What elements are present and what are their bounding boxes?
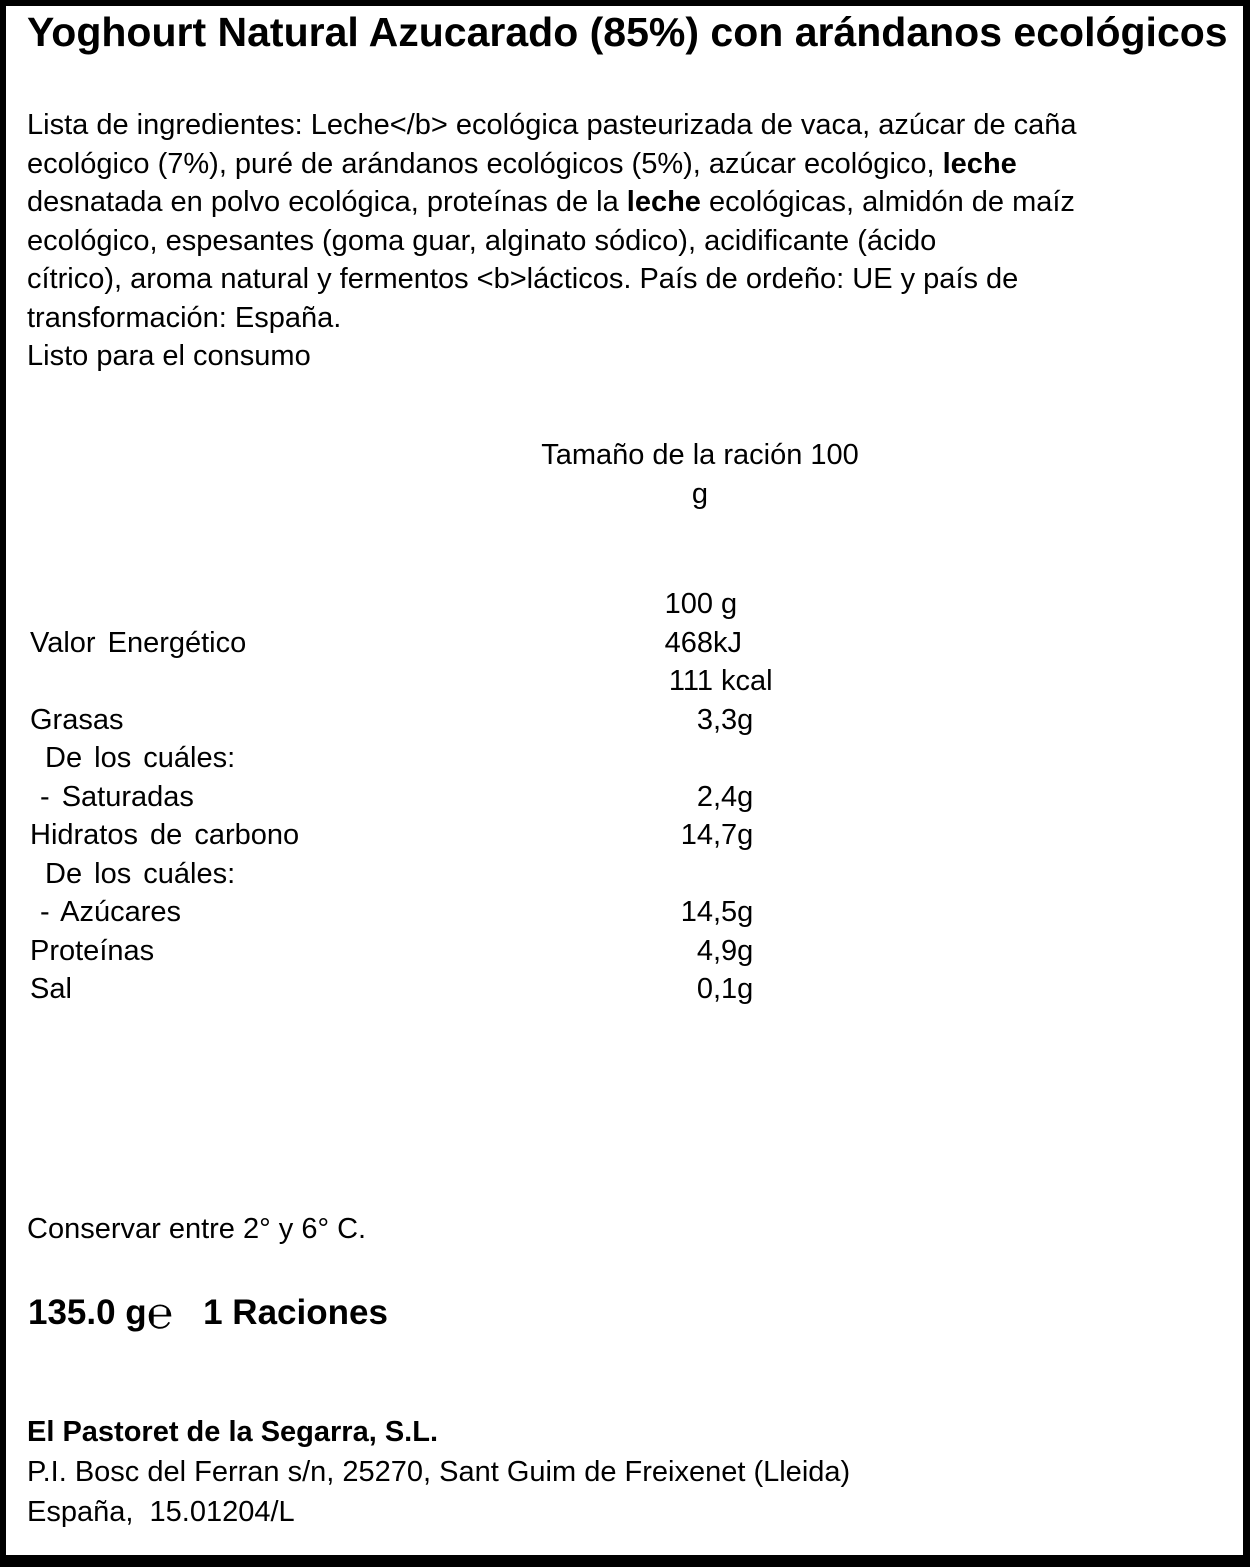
nutrition-row <box>0 624 1250 663</box>
nutrition-row-label: Proteínas <box>30 934 155 967</box>
ingredient-text: ecológico, espesantes (goma guar, alginato sódico), acidificante (ácido <box>27 224 937 257</box>
net-weight-amount: 135.0 g <box>28 1293 147 1332</box>
nutrition-row-unit: kcal <box>713 665 773 697</box>
manufacturer-address: P.I. Bosc del Ferran s/n, 25270, Sant Guim de Freixenet (Lleida) <box>27 1456 851 1488</box>
nutrition-row-label: Valor Energético <box>30 626 247 659</box>
nutrition-row-value: 111 <box>668 665 713 697</box>
nutrition-row-unit: ,9g <box>713 934 754 967</box>
ingredient-text: ecológicas, almidón de maíz <box>700 186 1075 218</box>
ingredient-text: cítrico), aroma natural y fermentos <b>lácticos. País de ordeño: UE y país de <box>27 263 1019 295</box>
serving-size-header <box>455 436 945 513</box>
estimated-sign-icon: ℮ <box>146 1289 174 1338</box>
nutrition-row <box>0 893 1250 932</box>
nutrition-row-value: 100 <box>664 588 713 620</box>
ingredient-text: desnatada en polvo ecológica, proteínas de la <box>27 186 627 218</box>
nutrition-row-label: Hidratos de carbono <box>30 819 300 851</box>
manufacturer-block <box>27 1412 850 1532</box>
ingredient-text: transformación: España. <box>27 301 342 334</box>
nutrition-row <box>0 932 1250 971</box>
nutrition-row <box>0 739 1250 778</box>
ingredients-line <box>27 106 1077 145</box>
nutrition-row-label: De los cuáles: <box>45 857 236 890</box>
nutrition-row <box>0 662 1250 701</box>
nutrition-row <box>0 701 1250 740</box>
ingredients-line <box>27 260 1077 299</box>
product-title: Yoghourt Natural Azucarado (85%) con arándanos ecológicos <box>27 9 1228 55</box>
nutrition-row-value: 2 <box>696 780 713 813</box>
nutrition-row-value: 14 <box>680 819 713 851</box>
ready-to-eat-note: Listo para el consumo <box>27 340 311 372</box>
nutrition-row-label: Grasas <box>30 703 124 736</box>
ingredient-bold-text: leche <box>626 186 701 218</box>
nutrition-row-value: 14 <box>680 896 713 928</box>
nutrition-row <box>0 778 1250 817</box>
nutrition-row <box>0 855 1250 894</box>
nutrition-row-value: 4 <box>696 934 713 967</box>
ingredient-bold-text: leche <box>942 147 1017 180</box>
nutrition-row-unit: ,1g <box>713 973 754 1005</box>
nutrition-row-unit: ,7g <box>713 819 754 851</box>
nutrition-row-label: - Saturadas <box>40 780 194 813</box>
ingredient-text: ecológico (7%), puré de arándanos ecológicos (5%), azúcar ecológico, <box>27 147 943 180</box>
serving-size-line2: g <box>691 477 709 510</box>
ingredients-line <box>27 299 1077 338</box>
nutrition-row-unit: ,3g <box>713 703 754 736</box>
nutrition-row <box>0 816 1250 855</box>
nutrition-row-unit: g <box>713 588 738 620</box>
nutrition-row-value: 0 <box>696 973 713 1005</box>
ingredients-line <box>27 183 1077 222</box>
ingredients-line <box>27 145 1077 184</box>
nutrition-row <box>0 970 1250 1009</box>
nutrition-row <box>0 585 1250 624</box>
ingredients-paragraph <box>27 106 1077 337</box>
nutrition-table <box>0 585 1250 1009</box>
manufacturer-country-lot: España, 15.01204/L <box>27 1496 295 1528</box>
nutrition-row-label: De los cuáles: <box>45 742 236 774</box>
nutrition-row-value: 468 <box>664 626 713 659</box>
nutrition-row-label: - Azúcares <box>40 896 181 928</box>
nutrition-row-unit: ,5g <box>713 896 754 928</box>
serving-size-line1: Tamaño de la ración 100 <box>541 439 859 471</box>
nutrition-row-unit: kJ <box>713 626 742 659</box>
servings-count: 1 Raciones <box>203 1293 388 1332</box>
nutrition-row-value: 3 <box>696 703 713 736</box>
ingredients-line <box>27 222 1077 261</box>
manufacturer-name: El Pastoret de la Segarra, S.L. <box>27 1416 438 1448</box>
net-weight-line <box>28 1291 388 1336</box>
ingredient-text: Lista de ingredientes: Leche</b> ecológica pasteurizada de vaca, azúcar de caña <box>27 109 1077 141</box>
storage-note: Conservar entre 2° y 6° C. <box>27 1213 367 1245</box>
nutrition-row-label: Sal <box>30 973 72 1005</box>
nutrition-row-unit: ,4g <box>713 780 754 813</box>
